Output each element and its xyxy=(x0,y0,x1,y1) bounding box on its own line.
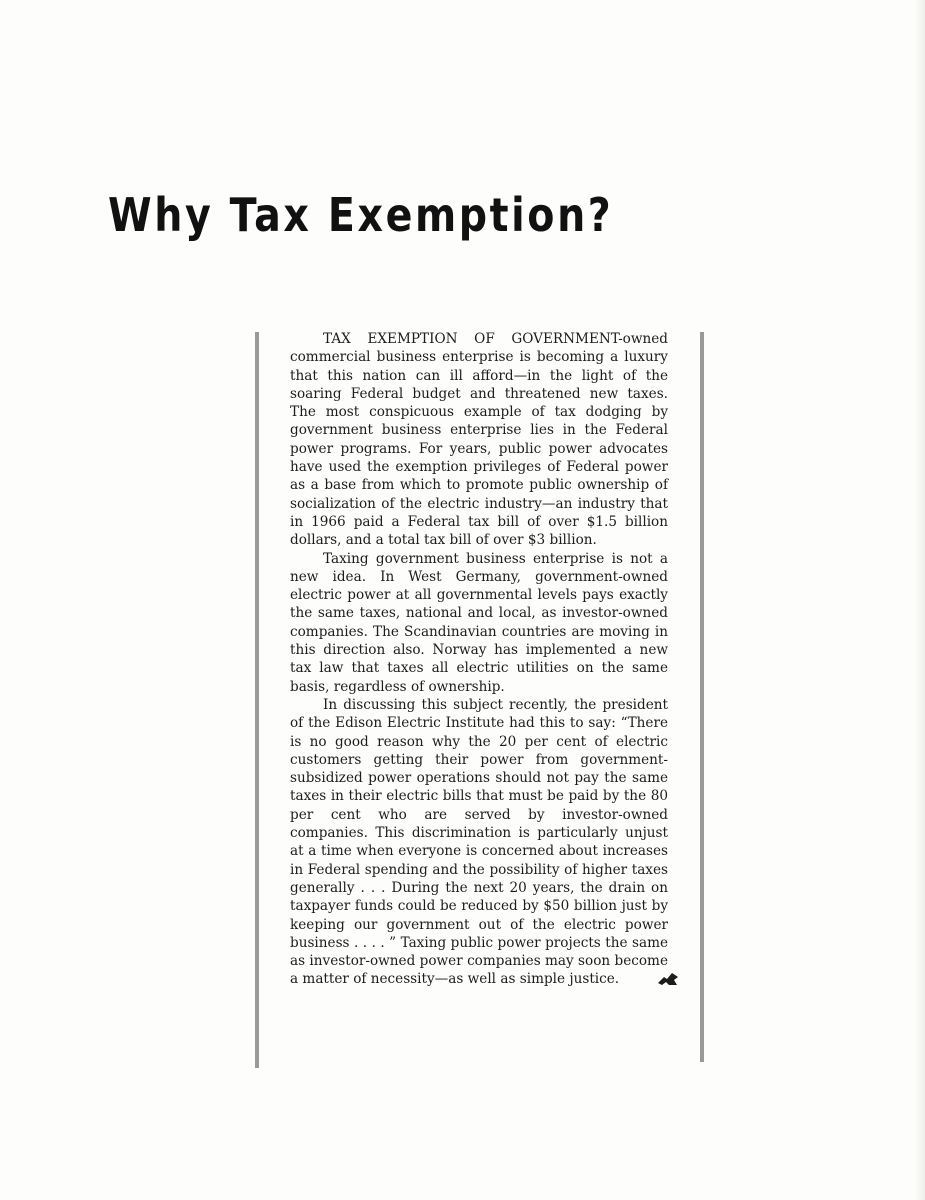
page-edge xyxy=(915,0,925,1200)
paragraph-1-text: TAX EXEMPTION OF GOVERNMENT-owned commercial business enterprise is becoming a luxury that this nation can ill afford—in the light of the soaring Federal budget and threatened new taxes. The most conspicuous example of tax dodging by government business enterprise lies in the Federal power programs. For years, public power advocates have used the exemption privileges of Federal power as a base from which to promote public ownership of socialization of the electric industry—an industry that in 1966 paid a Federal tax bill of over $1.5 billion dollars, and a total tax bill of over $3 billion. xyxy=(290,331,668,549)
right-column-rule xyxy=(700,332,704,1062)
article-body xyxy=(290,330,668,989)
left-column-rule xyxy=(255,332,259,1068)
article-paragraph-1 xyxy=(290,330,668,550)
article-paragraph-2 xyxy=(290,550,668,696)
article-paragraph-3 xyxy=(290,696,668,989)
paragraph-3-text: In discussing this subject recently, the president of the Edison Electric Institute had this to say: “There is no good reason why the 20 per cent of electric customers getting their power from government-subsidized power operations should not pay the same taxes in their electric bills that must be paid by the 80 per cent who are served by investor-owned companies. This discrimination is particularly unjust at a time when everyone is concerned about increases in Federal spending and the possibility of higher taxes generally . . . During the next 20 years, the drain on taxpayer funds could be reduced by $50 billion just by keeping our government out of the electric power business . . . . ” Taxing public power projects the same as investor-owned power companies may soon become a matter of necessity—as well as simple justice. xyxy=(290,696,668,988)
paragraph-2-text: Taxing government business enterprise is not a new idea. In West Germany, government-owned electric power at all governmental levels pays exactly the same taxes, national and local, as investor-owned companies. The Scandinavian countries are moving in this direction also. Norway has implemented a new tax law that taxes all electric utilities on the same basis, regardless of ownership. xyxy=(290,550,668,695)
page-title: Why Tax Exemption? xyxy=(108,188,614,242)
end-of-article-icon xyxy=(625,972,645,984)
